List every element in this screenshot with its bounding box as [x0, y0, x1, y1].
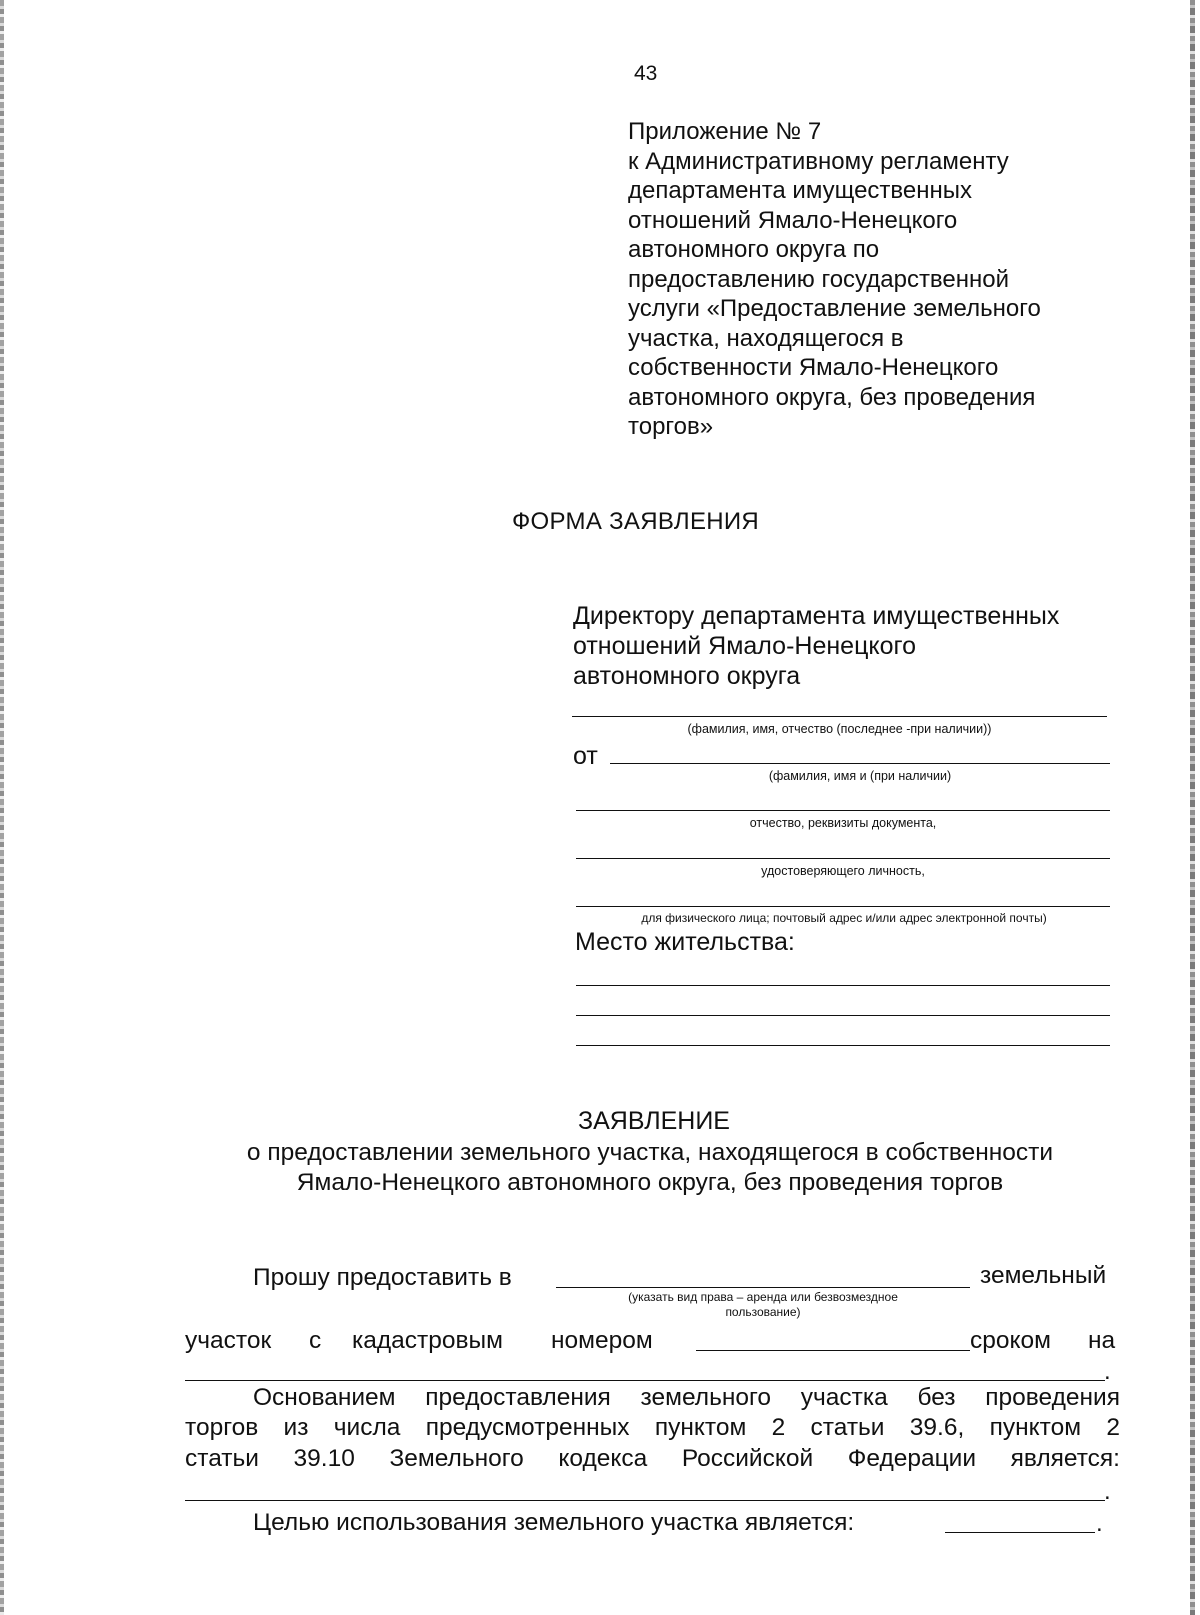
appendix-line: предоставлению государственной — [628, 265, 1010, 293]
right-type-line[interactable] — [556, 1287, 970, 1288]
period-mark: . — [1104, 1358, 1111, 1385]
applicant-caption-2: отчество, реквизиты документа, — [749, 816, 937, 830]
scan-edge-right — [1190, 0, 1195, 1615]
applicant-line-2[interactable] — [576, 810, 1110, 811]
statement-title: ЗАЯВЛЕНИЕ — [577, 1107, 730, 1135]
applicant-caption-4: для физического лица; почтовый адрес и/или адрес электронной почты) — [641, 911, 1047, 925]
applicant-name-line[interactable] — [610, 763, 1110, 764]
appendix-line: отношений Ямало-Ненецкого — [628, 206, 958, 234]
appendix-line: участка, находящегося в — [628, 324, 904, 352]
applicant-line-3[interactable] — [576, 858, 1110, 859]
residence-line-2[interactable] — [576, 1015, 1110, 1016]
request-prefix: Прошу предоставить в — [253, 1264, 512, 1291]
appendix-line: к Административному регламенту — [628, 147, 1009, 175]
cadastral-number-line[interactable] — [696, 1350, 970, 1351]
applicant-line-4[interactable] — [576, 906, 1110, 907]
form-title: ФОРМА ЗАЯВЛЕНИЯ — [512, 508, 760, 535]
appendix-line: услуги «Предоставление земельного — [628, 295, 1041, 322]
appendix-line: собственности Ямало-Ненецкого — [628, 354, 999, 381]
addressee-line: Директору департамента имущественных — [573, 602, 1060, 630]
applicant-caption-1: (фамилия, имя и (при наличии) — [768, 769, 952, 783]
statement-subtitle — [180, 1138, 1120, 1198]
purpose-line[interactable] — [945, 1532, 1095, 1533]
addressee-block — [573, 601, 1173, 691]
residence-line-1[interactable] — [576, 985, 1110, 986]
from-label: от — [573, 742, 598, 770]
director-name-line[interactable] — [572, 716, 1107, 717]
appendix-line: департамента имущественных — [628, 177, 973, 204]
appendix-line: автономного округа по — [628, 236, 880, 263]
basis-line-1: Основанием предоставления земельного участка без проведения — [253, 1384, 1120, 1411]
period-mark: . — [1096, 1510, 1103, 1537]
request-suffix: земельный — [980, 1262, 1107, 1289]
addressee-line: отношений Ямало-Ненецкого — [573, 632, 916, 660]
page-number: 43 — [634, 62, 658, 85]
word-parcel: участок — [185, 1327, 272, 1354]
residence-label: Место жительства: — [575, 928, 795, 956]
term-on: на — [1088, 1327, 1116, 1354]
purpose-label: Целью использования земельного участка является: — [253, 1509, 855, 1536]
basis-answer-line[interactable] — [185, 1500, 1105, 1501]
period-mark: . — [1104, 1478, 1111, 1505]
applicant-caption-3: удостоверяющего личность, — [761, 864, 925, 878]
addressee-line: автономного округа — [573, 662, 801, 690]
director-name-caption: (фамилия, имя, отчество (последнее -при наличии)) — [687, 722, 992, 736]
word-number: номером — [551, 1327, 653, 1354]
appendix-line: Приложение № 7 — [628, 118, 822, 145]
term-label: сроком — [970, 1327, 1051, 1354]
term-line[interactable] — [185, 1380, 1105, 1381]
appendix-line: торгов» — [628, 413, 714, 440]
statement-subtitle-line: о предоставлении земельного участка, находящегося в собственности — [246, 1139, 1054, 1166]
basis-line-3: статьи 39.10 Земельного кодекса Российской Федерации является: — [185, 1445, 1120, 1472]
word-cadastral: кадастровым — [352, 1327, 503, 1354]
word-with: с — [309, 1327, 322, 1354]
residence-line-3[interactable] — [576, 1045, 1110, 1046]
right-type-caption-2: пользование) — [725, 1305, 801, 1319]
appendix-line: автономного округа, без проведения — [628, 383, 1036, 411]
statement-subtitle-line: Ямало-Ненецкого автономного округа, без проведения торгов — [296, 1169, 1004, 1196]
scan-edge-left — [0, 0, 4, 1615]
right-type-caption-1: (указать вид права – аренда или безвозмездное — [628, 1290, 898, 1304]
basis-line-2: торгов из числа предусмотренных пунктом 2 статьи 39.6, пунктом 2 — [185, 1414, 1120, 1441]
appendix-block — [628, 117, 1148, 442]
